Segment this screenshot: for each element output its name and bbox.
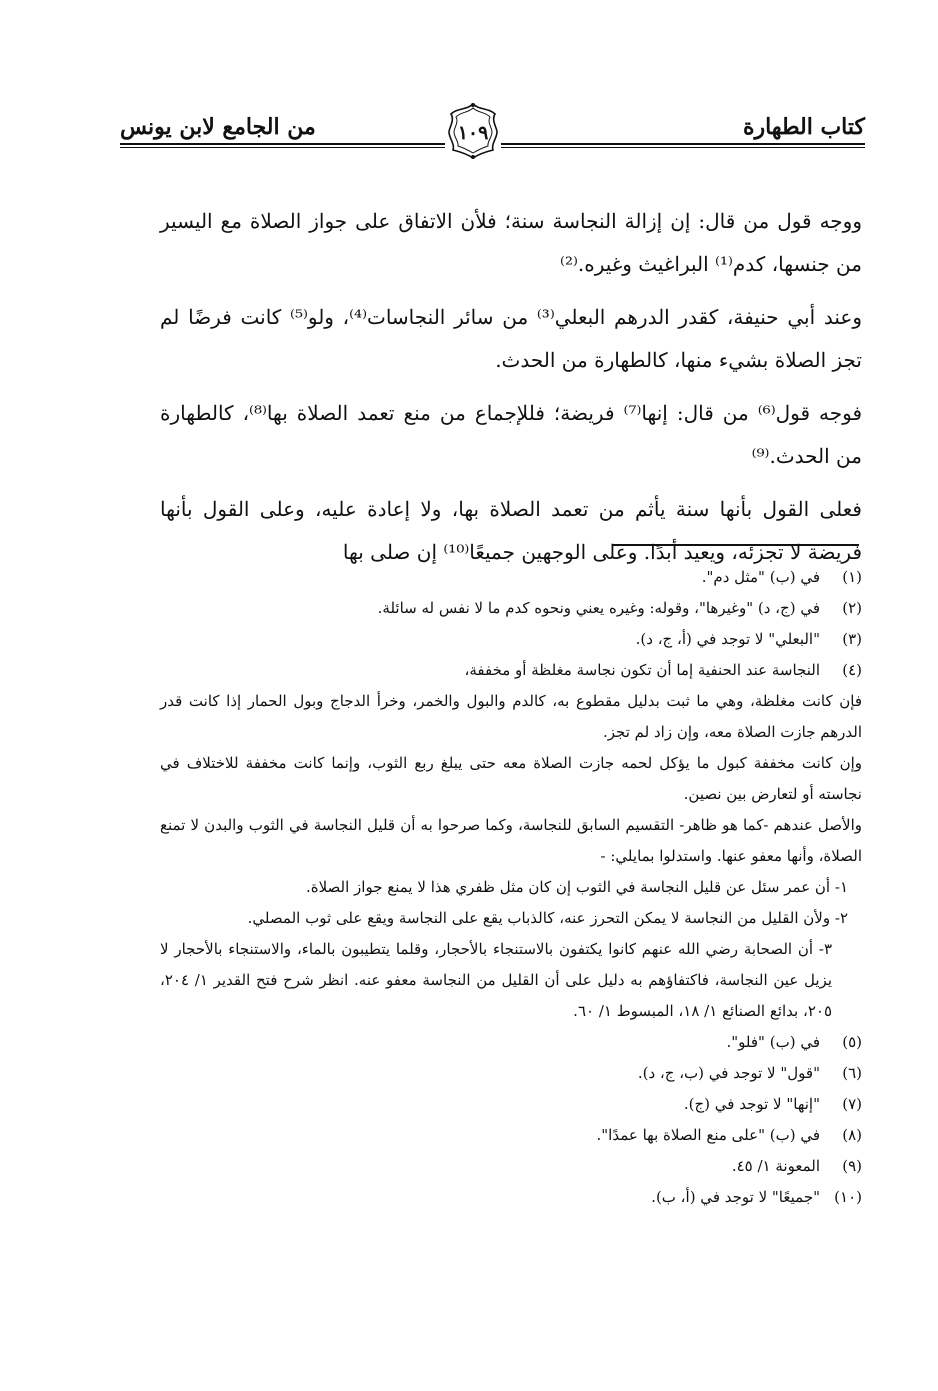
footnote-paragraph: فإن كانت مغلظة، وهي ما ثبت بدليل مقطوع به، كالدم والبول والخمر، وخرأ الدجاج وبول الحمار إذا كانت قدر الدرهم جازت الصلاة معه، وإن زاد لم تجز.: [160, 692, 862, 741]
footnote-text: في (ب) "فلو".: [726, 1033, 820, 1051]
footnote-text: في (ج، د) "وغيرها"، وقوله: وغيره يعني ونحوه كدم ما لا نفس له سائلة.: [377, 599, 820, 617]
footnote-list-item: ٣- أن الصحابة رضي الله عنهم كانوا يكتفون بالاستنجاء بالأحجار، وقلما يتطيبون بالماء، والاستنجاء بالأحجار لا يزيل عين النجاسة، فاكتفاؤهم به دليل على أن القليل من النجاسة معفو عنه. انظر شرح فتح القدير ١/ ٢٠٤، ٢٠٥، بدائع الصنائع ١/ ١٨، المبسوط ١/ ٦٠.: [160, 940, 833, 1020]
page-header: [120, 100, 865, 160]
paragraph: وعند أبي حنيفة، كقدر الدرهم البعلي⁽³⁾ من سائر النجاسات⁽⁴⁾، ولو⁽⁵⁾ كانت فرضًا لم تجز الصلاة بشيء منها، كالطهارة من الحدث.: [160, 305, 862, 372]
footnote-number: (٤): [842, 661, 862, 679]
footnote-list-item: ١- أن عمر سئل عن قليل النجاسة في الثوب إن كان مثل ظفري هذا لا يمنع جواز الصلاة.: [305, 878, 848, 896]
footnote: [160, 1058, 862, 1089]
footnote: [160, 655, 862, 686]
footnote: [160, 1120, 862, 1151]
main-text: [160, 200, 862, 584]
footnote-number: (٣): [842, 630, 862, 648]
footnote-number: (٢): [842, 599, 862, 617]
footnote-separator: [612, 544, 859, 546]
footnote-list-item: ٢- ولأن القليل من النجاسة لا يمكن التحرز عنه، كالذباب يقع على النجاسة ويقع على ثوب المصلي.: [247, 909, 848, 927]
footnote-text: "البعلي" لا توجد في (أ، ج، د).: [635, 630, 820, 648]
footnote: [160, 1151, 862, 1182]
paragraph: فعلى القول بأنها سنة يأثم من تعمد الصلاة بها، ولا إعادة عليه، وعلى القول بأنها فريضة لا تجزئه، ويعيد أبدًا. وعلى الوجهين جميعًا⁽¹⁰⁾ إن صلى بها: [160, 497, 862, 564]
footnote-number: (٥): [842, 1033, 862, 1051]
footnote: [160, 562, 862, 593]
footnote-number: (١): [842, 568, 862, 586]
footnote-text: "قول" لا توجد في (ب، ج، د).: [637, 1064, 820, 1082]
footnote-text: "إنها" لا توجد في (ج).: [683, 1095, 820, 1113]
page-number-ornament: [445, 100, 501, 160]
footnotes: [160, 562, 862, 1213]
footnote-number: (١٠): [834, 1188, 862, 1206]
footnote-number: (٩): [842, 1157, 862, 1175]
footnote-number: (٦): [842, 1064, 862, 1082]
footnote-paragraph: وإن كانت مخففة كبول ما يؤكل لحمه جازت الصلاة معه حتى يبلغ ربع الثوب، وإنما كانت مخففة للاختلاف في نجاسته أو لتعارض بين نصين.: [160, 754, 862, 803]
footnote: [160, 1089, 862, 1120]
footnote-text: "جميعًا" لا توجد في (أ، ب).: [651, 1188, 820, 1206]
book-title: من الجامع لابن يونس: [120, 114, 316, 140]
footnote: [160, 624, 862, 655]
footnote: [160, 593, 862, 624]
footnote-text: في (ب) "على منع الصلاة بها عمدًا".: [596, 1126, 820, 1144]
page-number: ١٠٩: [457, 122, 489, 144]
footnote-paragraph: والأصل عندهم -كما هو ظاهر- التقسيم السابق للنجاسة، وكما صرحوا به أن قليل النجاسة في الثوب والبدن لا تمنع الصلاة، وأنها معفو عنها. واستدلوا بمايلي: -: [160, 816, 862, 865]
footnote: [160, 1182, 862, 1213]
chapter-title: كتاب الطهارة: [742, 114, 865, 140]
footnote-text: المعونة ١/ ٤٥.: [731, 1157, 820, 1175]
footnote: [160, 1027, 862, 1058]
footnote-text: النجاسة عند الحنفية إما أن تكون نجاسة مغلظة أو مخففة،: [464, 661, 820, 679]
paragraph: ووجه قول من قال: إن إزالة النجاسة سنة؛ فلأن الاتفاق على جواز الصلاة مع اليسير من جنسها، كدم⁽¹⁾ البراغيث وغيره.⁽²⁾: [160, 209, 862, 276]
footnote-number: (٧): [842, 1095, 862, 1113]
footnote-number: (٨): [842, 1126, 862, 1144]
paragraph: فوجه قول⁽⁶⁾ من قال: إنها⁽⁷⁾ فريضة؛ فللإجماع من منع تعمد الصلاة بها⁽⁸⁾، كالطهارة من الحدث.⁽⁹⁾: [160, 401, 863, 468]
footnote-text: في (ب) "مثل دم".: [701, 568, 820, 586]
